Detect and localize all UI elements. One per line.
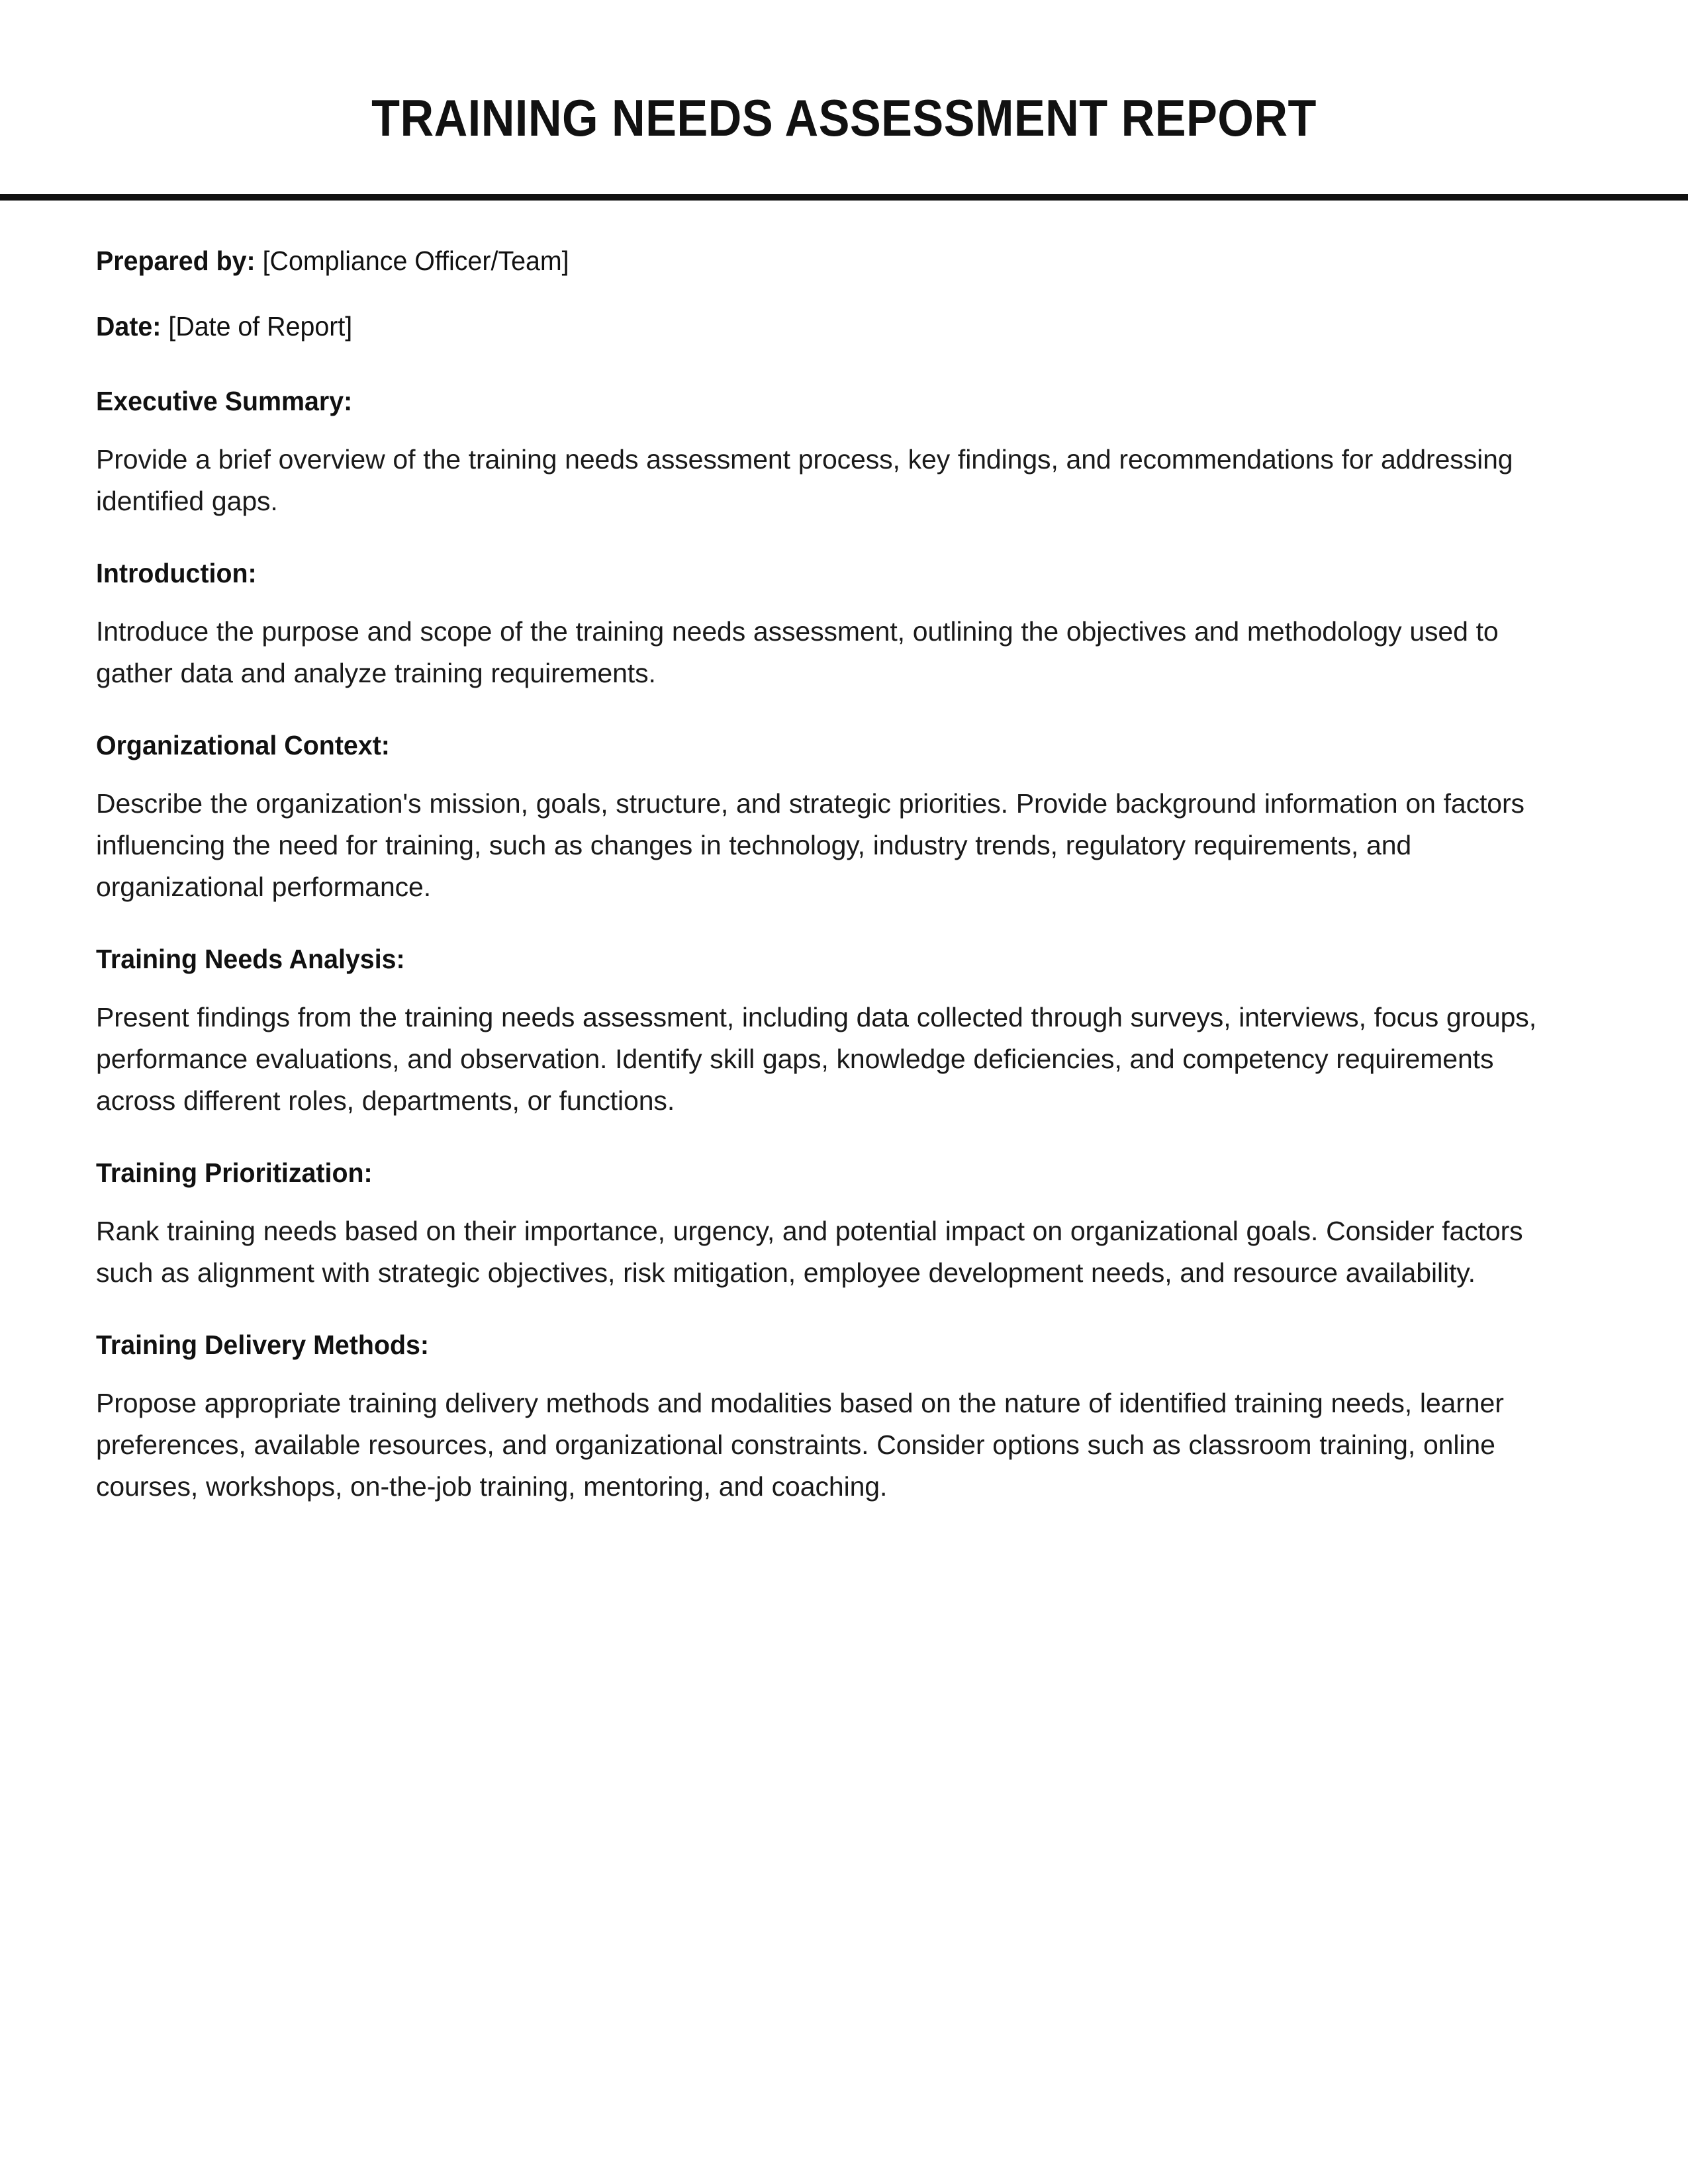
page-title: TRAINING NEEDS ASSESSMENT REPORT [371, 89, 1317, 147]
section-organizational-context [96, 704, 1562, 917]
meta-prepared-by [96, 228, 1503, 294]
meta-date-value: [Date of Report] [168, 311, 353, 341]
section-body-training-needs-analysis: Present findings from the training needs assessment, including data collected through surveys, interviews, focus groups, performance evaluations, and observation. Identify skill gaps, knowledge deficiencies, and competency requirements across different roles, departments, or functions. [96, 1002, 1536, 1116]
section-executive-summary [96, 359, 1562, 531]
section-heading-training-delivery-methods: Training Delivery Methods: [96, 1330, 430, 1360]
section-body-organizational-context: Describe the organization's mission, goals, structure, and strategic priorities. Provide background information on factors influencing the need for training, such as changes in technology, industry trends, regulatory requirements, and organizational performance. [96, 788, 1524, 902]
section-heading-training-prioritization: Training Prioritization: [96, 1158, 373, 1188]
meta-date-label: Date: [96, 311, 162, 341]
document-header [0, 0, 1688, 201]
header-divider [0, 194, 1688, 201]
section-training-prioritization [96, 1131, 1562, 1303]
section-heading-organizational-context: Organizational Context: [96, 730, 390, 760]
section-heading-training-needs-analysis: Training Needs Analysis: [96, 944, 405, 974]
section-body-introduction: Introduce the purpose and scope of the training needs assessment, outlining the objectives and methodology used to gather data and analyze training requirements. [96, 616, 1499, 688]
meta-date [96, 294, 1503, 359]
section-body-training-delivery-methods: Propose appropriate training delivery methods and modalities based on the nature of identified training needs, learner preferences, available resources, and organizational constraints. Consider options such as classroom training, online courses, workshops, on-the-job training, mentoring, and coaching. [96, 1388, 1504, 1502]
section-training-delivery-methods [96, 1303, 1562, 1517]
section-body-training-prioritization: Rank training needs based on their importance, urgency, and potential impact on organizational goals. Consider factors such as alignment with strategic objectives, risk mitigation, employee development needs, and resource availability. [96, 1216, 1523, 1288]
section-heading-introduction: Introduction: [96, 558, 257, 588]
section-heading-executive-summary: Executive Summary: [96, 386, 353, 416]
meta-prepared-by-label: Prepared by: [96, 246, 256, 276]
meta-prepared-by-value: [Compliance Officer/Team] [262, 246, 569, 276]
section-body-executive-summary: Provide a brief overview of the training needs assessment process, key findings, and recommendations for addressing identified gaps. [96, 444, 1513, 516]
section-introduction [96, 531, 1562, 704]
document-body [96, 228, 1562, 1517]
section-training-needs-analysis [96, 917, 1562, 1131]
